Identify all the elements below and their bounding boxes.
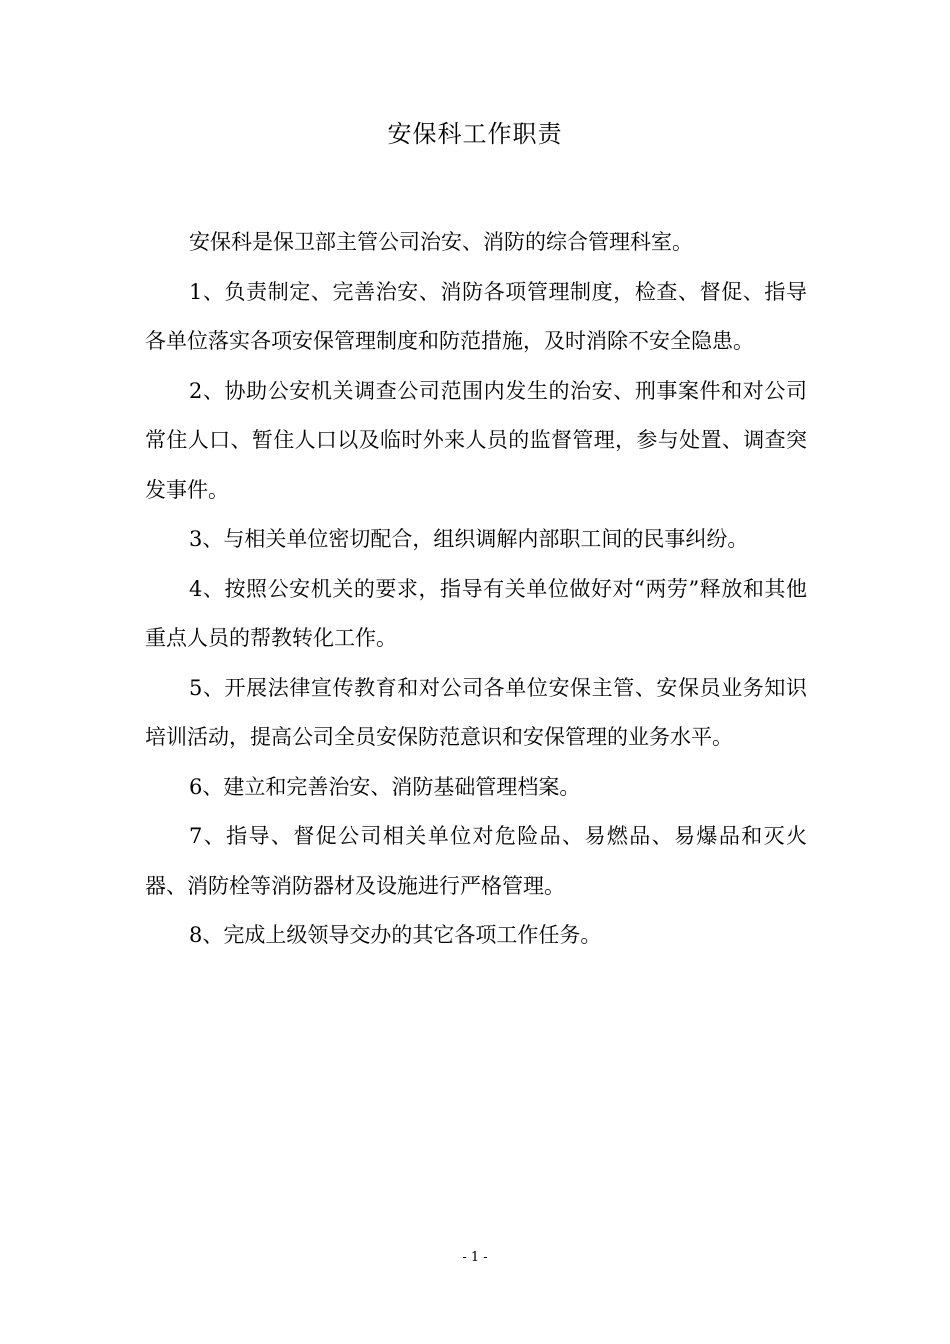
duty-item-1: 1、负责制定、完善治安、消防各项管理制度，检查、督促、指导各单位落实各项安保管理制度和防范措施，及时消除不安全隐患。 bbox=[145, 279, 807, 353]
duty-item-3: 3、与相关单位密切配合，组织调解内部职工间的民事纠纷。 bbox=[189, 527, 749, 551]
duty-item-2: 2、协助公安机关调查公司范围内发生的治安、刑事案件和对公司常住人口、暂住人口以及临时外来人员的监督管理，参与处置、调查突发事件。 bbox=[145, 378, 807, 502]
duty-item-8: 8、完成上级领导交办的其它各项工作任务。 bbox=[189, 923, 602, 947]
page-number: - 1 - bbox=[462, 1250, 488, 1265]
duty-item-4: 4、按照公安机关的要求，指导有关单位做好对“两劳”释放和其他重点人员的帮教转化工作。 bbox=[145, 576, 807, 650]
duty-item-6: 6、建立和完善治安、消防基础管理档案。 bbox=[189, 774, 581, 799]
document-body bbox=[145, 218, 807, 961]
document-title: 安保科工作职责 bbox=[387, 120, 563, 148]
intro-paragraph: 安保科是保卫部主管公司治安、消防的综合管理科室。 bbox=[189, 230, 693, 254]
duty-item-5: 5、开展法律宣传教育和对公司各单位安保主管、安保员业务知识培训活动，提高公司全员安保防范意识和安保管理的业务水平。 bbox=[145, 675, 807, 749]
duty-item-7: 7、指导、督促公司相关单位对危险品、易燃品、易爆品和灭火器、消防栓等消防器材及设施进行严格管理。 bbox=[145, 824, 807, 898]
